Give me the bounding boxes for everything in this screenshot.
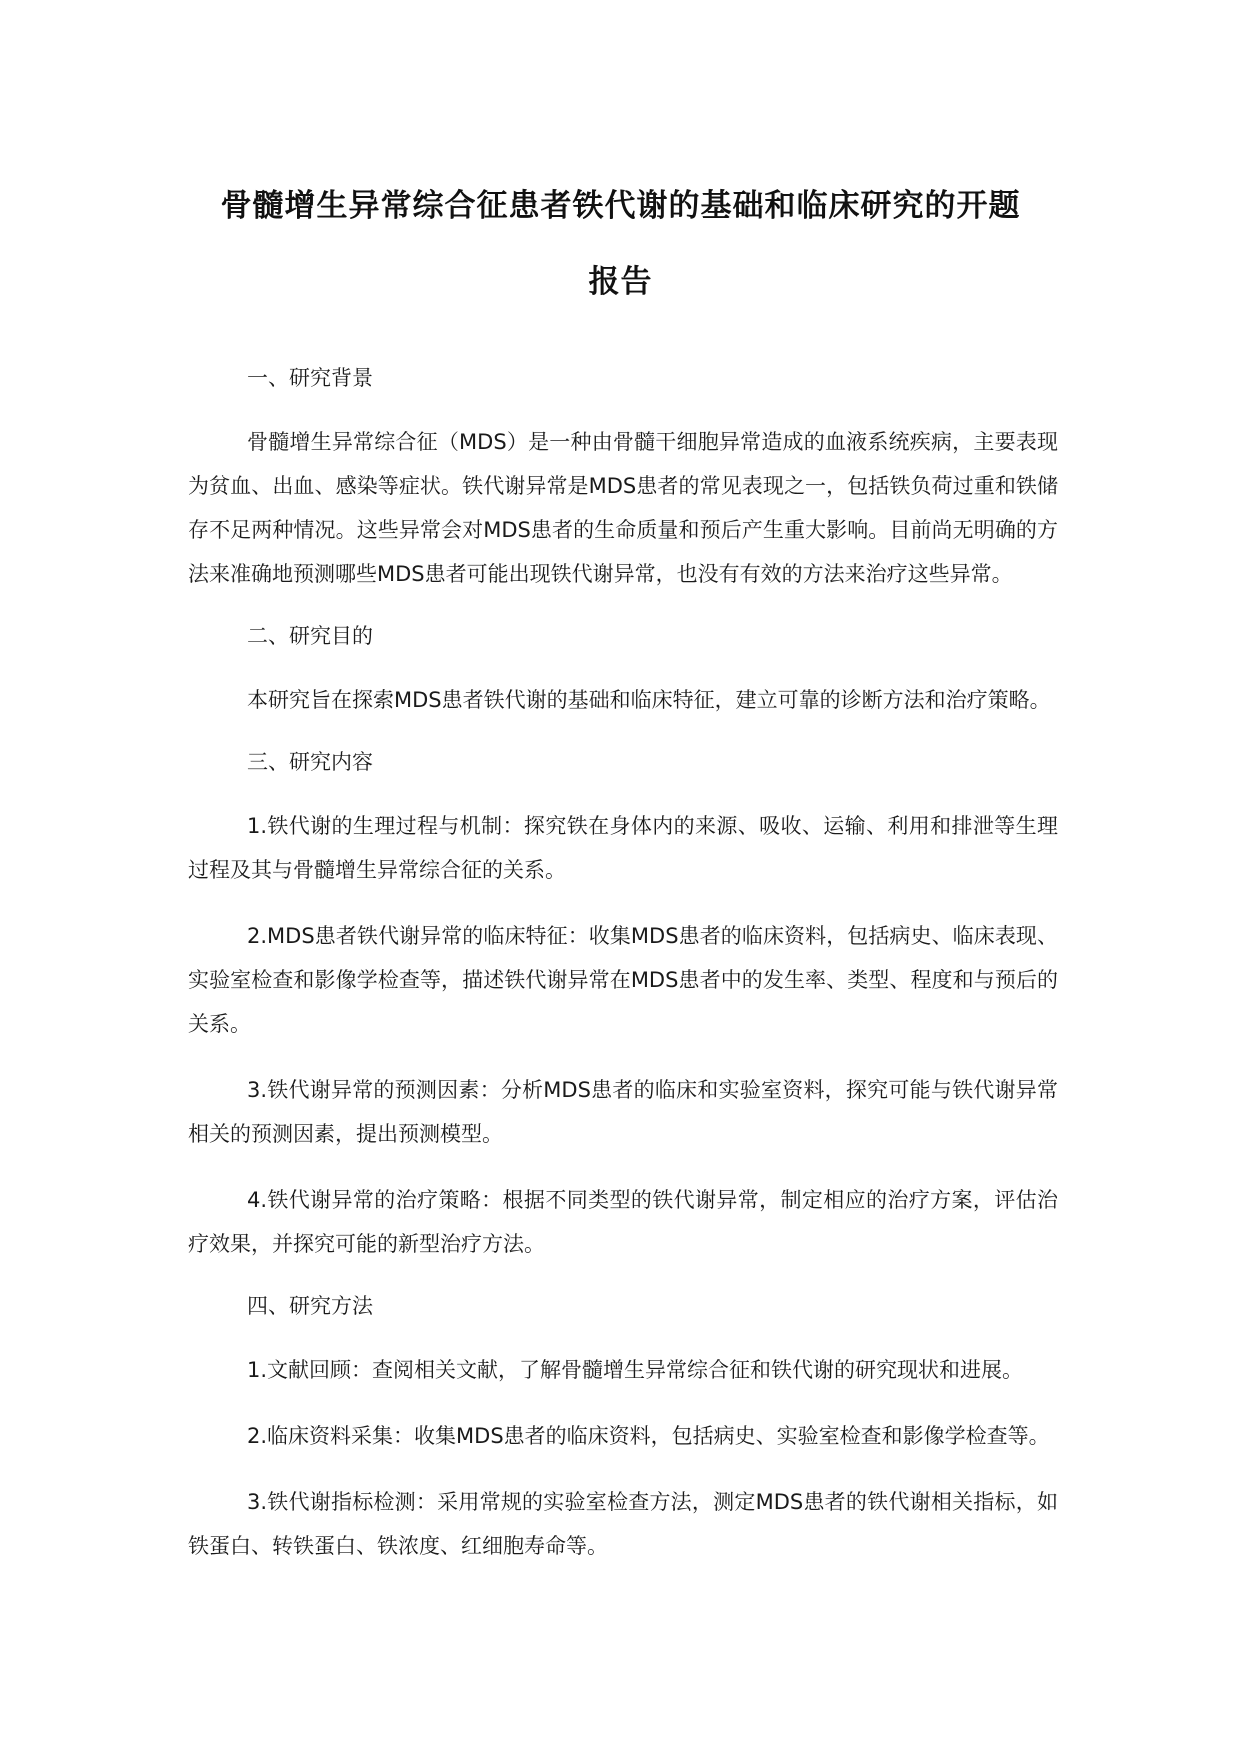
list-item: 1.文献回顾：查阅相关文献，了解骨髓增生异常综合征和铁代谢的研究现状和进展。: [247, 1358, 1024, 1382]
paragraph: 本研究旨在探索MDS患者铁代谢的基础和临床特征，建立可靠的诊断方法和治疗策略。: [247, 688, 1051, 712]
section-heading-content: 三、研究内容: [247, 750, 373, 774]
list-item: 4.铁代谢异常的治疗策略：根据不同类型的铁代谢异常，制定相应的治疗方案，评估治疗效果，并探究可能的新型治疗方法。: [188, 1188, 1058, 1256]
paragraph: 骨髓增生异常综合征（MDS）是一种由骨髓干细胞异常造成的血液系统疾病，主要表现为贫血、出血、感染等症状。铁代谢异常是MDS患者的常见表现之一，包括铁负荷过重和铁储存不足两种情况。这些异常会对MDS患者的生命质量和预后产生重大影响。目前尚无明确的方法来准确地预测哪些MDS患者可能出现铁代谢异常，也没有有效的方法来治疗这些异常。: [188, 430, 1058, 586]
list-item: 2.MDS患者铁代谢异常的临床特征：收集MDS患者的临床资料，包括病史、临床表现、实验室检查和影像学检查等，描述铁代谢异常在MDS患者中的发生率、类型、程度和与预后的关系。: [188, 924, 1058, 1036]
section-heading-objective: 二、研究目的: [247, 624, 373, 648]
section-heading-methods: 四、研究方法: [247, 1294, 373, 1318]
section-heading-background: 一、研究背景: [247, 366, 373, 390]
list-item: 1.铁代谢的生理过程与机制：探究铁在身体内的来源、吸收、运输、利用和排泄等生理过程及其与骨髓增生异常综合征的关系。: [188, 814, 1058, 882]
document-body: [188, 360, 1058, 1590]
document-title-line-2: 报告: [588, 264, 653, 300]
list-item: 2.临床资料采集：收集MDS患者的临床资料，包括病史、实验室检查和影像学检查等。: [247, 1424, 1050, 1448]
list-item: 3.铁代谢指标检测：采用常规的实验室检查方法，测定MDS患者的铁代谢相关指标，如铁蛋白、转铁蛋白、铁浓度、红细胞寿命等。: [188, 1490, 1058, 1558]
document-title-line-1: 骨髓增生异常综合征患者铁代谢的基础和临床研究的开题: [220, 188, 1021, 224]
list-item: 3.铁代谢异常的预测因素：分析MDS患者的临床和实验室资料，探究可能与铁代谢异常相关的预测因素，提出预测模型。: [188, 1078, 1058, 1146]
